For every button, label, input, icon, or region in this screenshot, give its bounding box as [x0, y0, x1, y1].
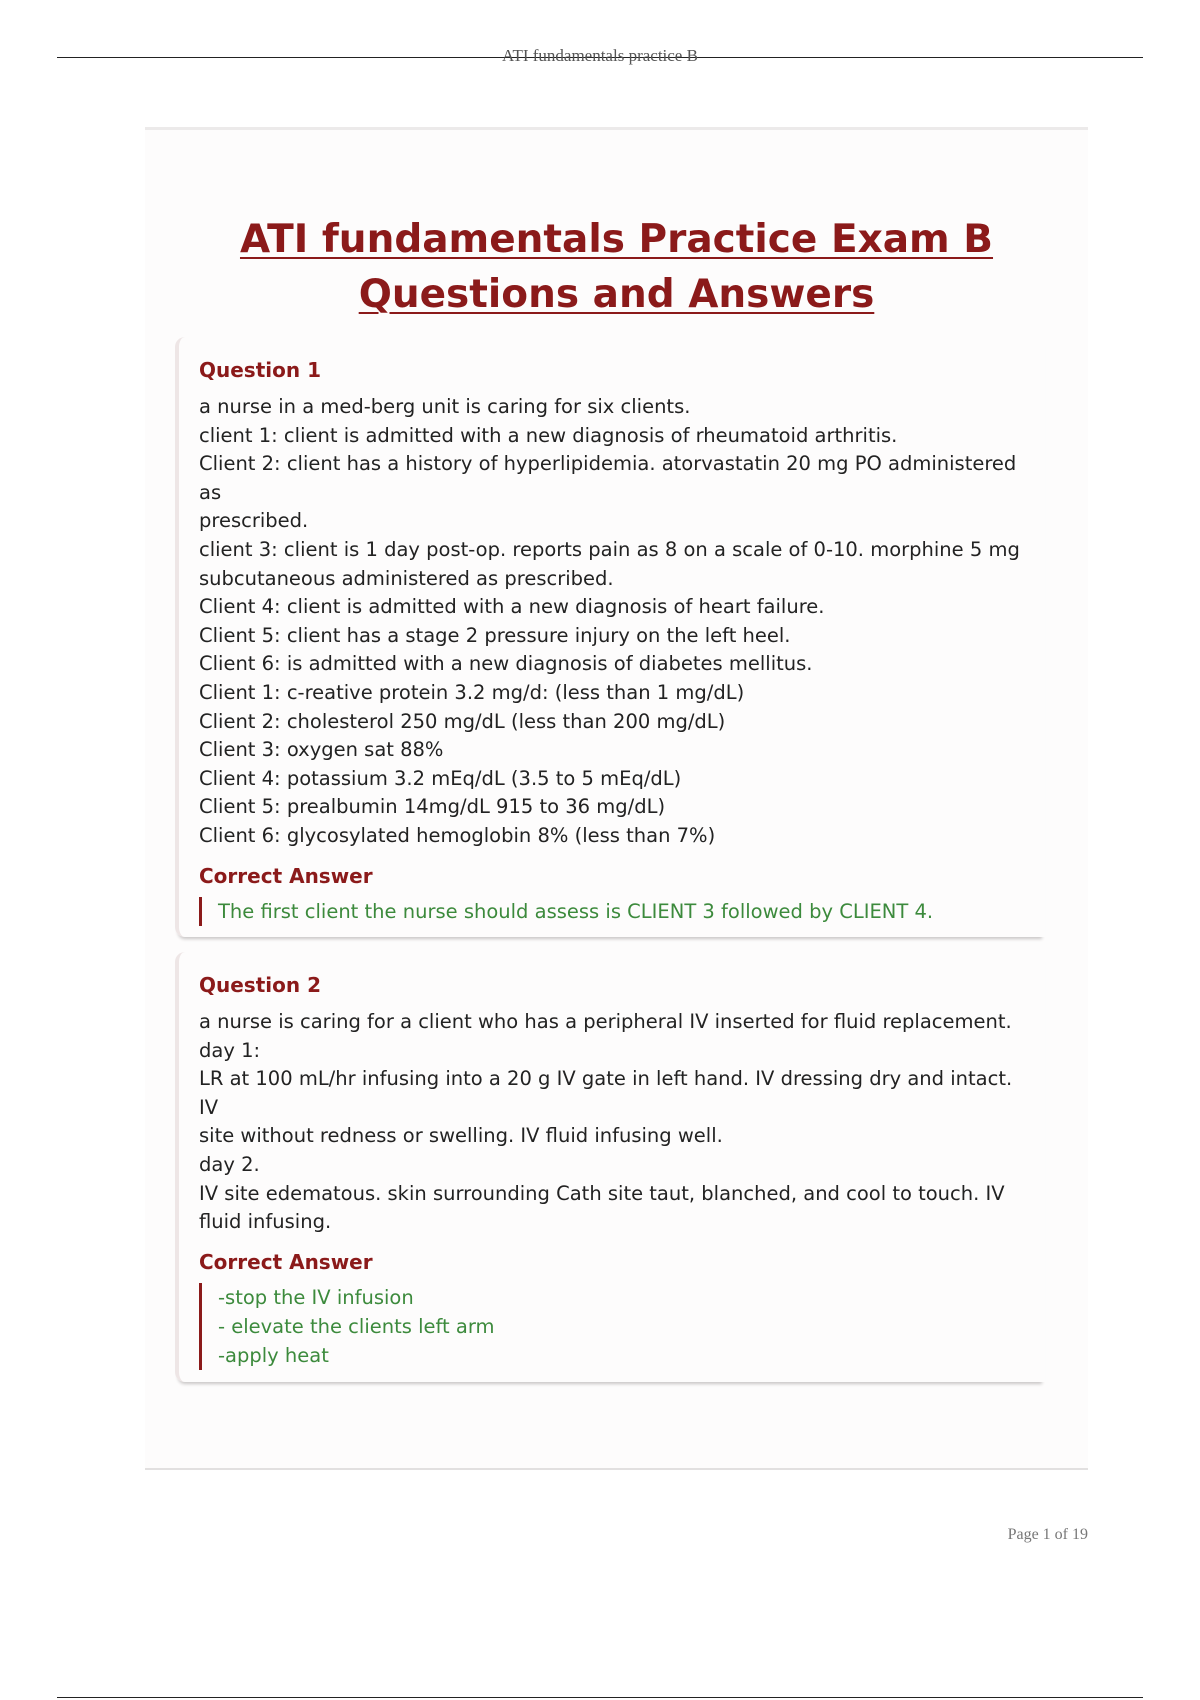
question-line: Client 2: client has a history of hyperlipidemia. atorvastatin 20 mg PO administered as — [199, 452, 1017, 504]
question-line: Client 5: prealbumin 14mg/dL 915 to 36 mg/dL) — [199, 795, 666, 819]
page-title — [145, 212, 1088, 322]
question-line: IV site edematous. skin surrounding Cath site taut, blanched, and cool to touch. IV — [199, 1181, 1005, 1205]
correct-answer-heading: Correct Answer — [199, 1249, 373, 1274]
page-number: Page 1 of 19 — [1007, 1526, 1088, 1543]
question-card-2 — [175, 952, 1045, 1382]
question-line: Client 1: c-reative protein 3.2 mg/d: (less than 1 mg/dL) — [199, 680, 745, 704]
question-line: Client 4: client is admitted with a new diagnosis of heart failure. — [199, 595, 825, 619]
question-line: prescribed. — [199, 509, 309, 533]
question-line: LR at 100 mL/hr infusing into a 20 g IV gate in left hand. IV dressing dry and intact. IV — [199, 1067, 1013, 1119]
question-line: client 3: client is 1 day post-op. reports pain as 8 on a scale of 0-10. morphine 5 mg — [199, 537, 1020, 561]
question-text — [199, 1008, 1025, 1237]
page-title-line-1: ATI fundamentals Practice Exam B — [239, 217, 994, 262]
question-line: a nurse is caring for a client who has a peripheral IV inserted for fluid replacement. — [199, 1010, 1012, 1033]
question-heading: Question 1 — [199, 358, 321, 382]
question-line: Client 4: potassium 3.2 mEq/dL (3.5 to 5 mEq/dL) — [199, 766, 682, 790]
question-line: day 2. — [199, 1152, 260, 1176]
question-line: Client 6: is admitted with a new diagnosis of diabetes mellitus. — [199, 652, 813, 676]
question-line: a nurse in a med-berg unit is caring for six clients. — [199, 395, 691, 418]
question-line: fluid infusing. — [199, 1210, 332, 1234]
question-line: subcutaneous administered as prescribed. — [199, 566, 614, 590]
question-line: Client 6: glycosylated hemoglobin 8% (less than 7%) — [199, 823, 716, 847]
question-text — [199, 393, 1025, 851]
page-title-line-2: Questions and Answers — [358, 272, 875, 317]
correct-answer — [199, 1283, 1025, 1370]
document-frame — [145, 127, 1088, 1470]
correct-answer — [199, 897, 1025, 926]
question-line: day 1: — [199, 1038, 261, 1062]
question-line: Client 2: cholesterol 250 mg/dL (less than 200 mg/dL) — [199, 709, 726, 733]
footer-rule — [57, 1697, 1143, 1698]
question-line: Client 5: client has a stage 2 pressure injury on the left heel. — [199, 623, 791, 647]
question-line: Client 3: oxygen sat 88% — [199, 738, 444, 762]
answer-line: The first client the nurse should assess is CLIENT 3 followed by CLIENT 4. — [218, 899, 934, 923]
answer-line: -apply heat — [218, 1343, 329, 1367]
question-line: client 1: client is admitted with a new diagnosis of rheumatoid arthritis. — [199, 423, 898, 447]
running-header: ATI fundamentals practice B — [502, 46, 698, 65]
question-card-1 — [175, 337, 1045, 937]
correct-answer-heading: Correct Answer — [199, 863, 373, 888]
question-heading: Question 2 — [199, 973, 321, 997]
answer-line: -stop the IV infusion — [218, 1285, 414, 1309]
answer-line: - elevate the clients left arm — [218, 1314, 495, 1338]
question-line: site without redness or swelling. IV fluid infusing well. — [199, 1124, 723, 1148]
